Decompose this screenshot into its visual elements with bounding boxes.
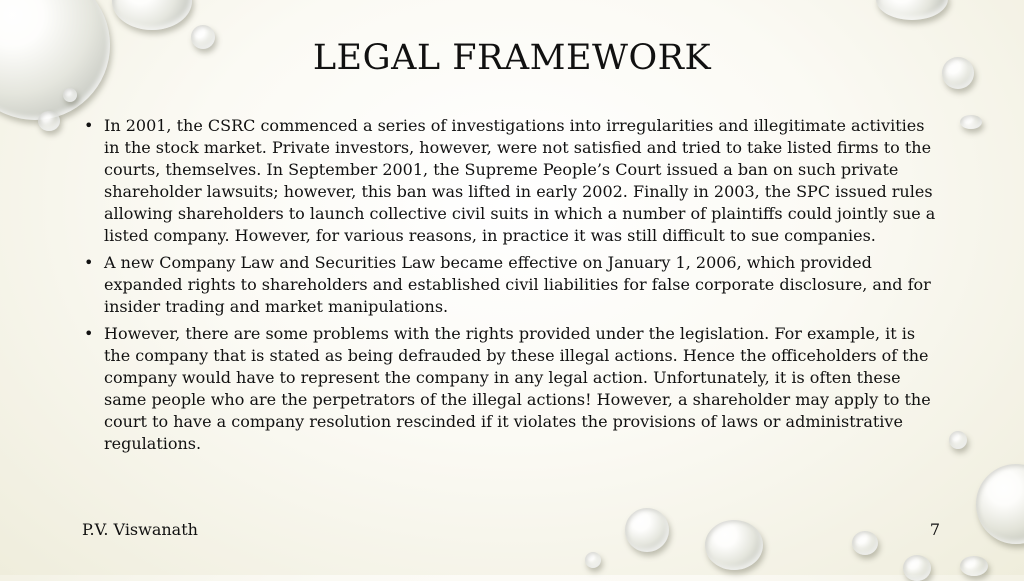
water-droplet-decoration — [63, 88, 77, 102]
water-droplet-decoration — [960, 556, 988, 576]
bullet-list — [82, 115, 942, 455]
bullet-text: In 2001, the CSRC commenced a series of investigations into irregularities and illegitimate activities in the stock market. Private investors, however, were not satisfied and tried to take listed firms to the courts, themselves. In September 2001, the Supreme People’s Court issued a ban on such private shareholder lawsuits; however, this ban was lifted in early 2002. Finally in 2003, the SPC issued rules allowing shareholders to launch collective civil suits in which a number of plaintiffs could jointly sue a listed company. However, for various reasons, in practice it was still difficult to sue companies. — [104, 116, 936, 245]
bullet-icon: • — [84, 253, 94, 272]
bullet-text: A new Company Law and Securities Law became effective on January 1, 2006, which provided expanded rights to shareholders and established civil liabilities for false corporate disclosure, and for insider trading and market manipulations. — [104, 253, 931, 316]
slide-body — [82, 115, 942, 460]
bullet-item — [82, 252, 942, 318]
water-droplet-decoration — [852, 531, 878, 555]
bullet-icon: • — [84, 324, 94, 343]
footer-author: P.V. Viswanath — [82, 520, 198, 539]
slide-title: LEGAL FRAMEWORK — [312, 38, 712, 78]
bullet-item — [82, 115, 942, 247]
bullet-text: However, there are some problems with the rights provided under the legislation. For example, it is the company that is stated as being defrauded by these illegal actions. Hence the officeholders of the company would have to represent the company in any legal action. Unfortunately, it is often these same people who are the perpetrators of the illegal actions! However, a shareholder may apply to the court to have a company resolution rescinded if it violates the provisions of laws or administrative regulations. — [104, 324, 931, 453]
water-droplet-decoration — [585, 552, 601, 568]
water-droplet-decoration — [38, 111, 60, 131]
water-droplet-decoration — [949, 431, 967, 449]
bullet-icon: • — [84, 116, 94, 135]
water-droplet-decoration — [705, 520, 763, 570]
water-droplet-decoration — [625, 508, 669, 552]
water-droplet-decoration — [960, 115, 982, 129]
bullet-item — [82, 323, 942, 455]
page-number: 7 — [929, 520, 940, 539]
water-droplet-decoration — [112, 0, 192, 30]
water-droplet-decoration — [976, 464, 1024, 544]
water-droplet-decoration — [876, 0, 948, 20]
water-droplet-decoration — [903, 555, 931, 581]
